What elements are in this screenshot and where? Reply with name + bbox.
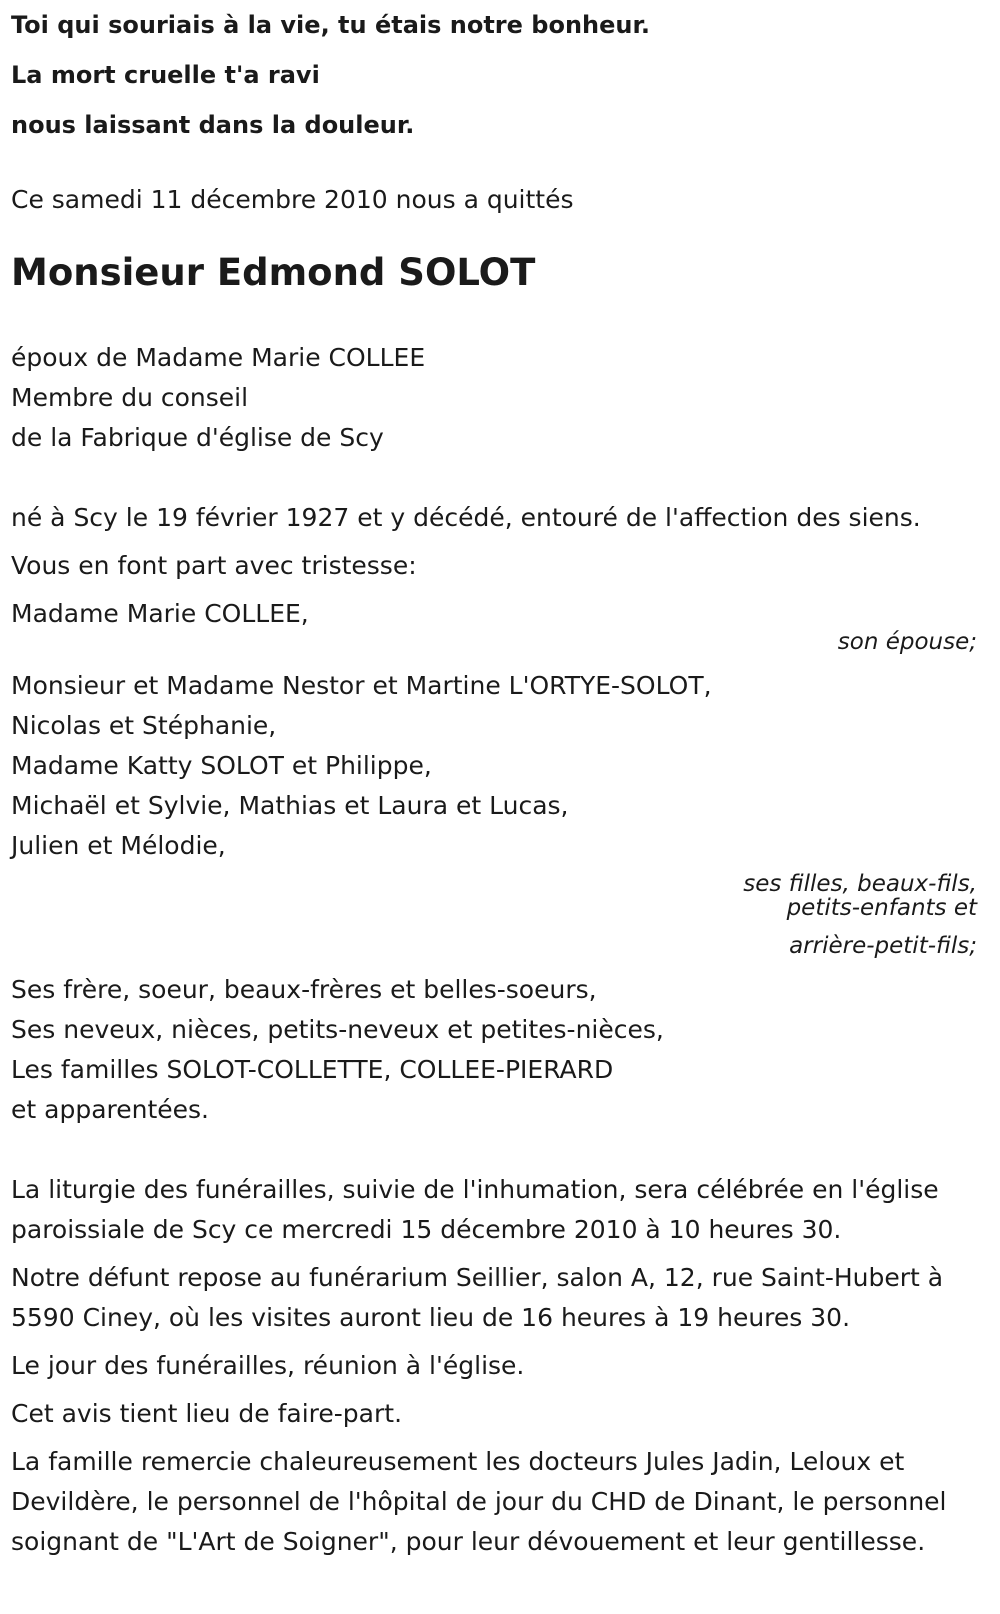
obituary-notice: [11, 0, 991, 1562]
title-line-1: époux de Madame Marie COLLEE: [11, 343, 426, 372]
meeting-paragraph: Le jour des funérailles, réunion à l'église.: [11, 1351, 525, 1380]
children-list: [11, 666, 991, 866]
children-relation: [11, 872, 991, 958]
children-relation-line-2: petits-enfants et: [786, 895, 977, 921]
poem-line-1: Toi qui souriais à la vie, tu étais notre bonheur.: [11, 11, 651, 39]
poem: [11, 0, 991, 150]
children-line-1: Monsieur et Madame Nestor et Martine L'ORTYE-SOLOT,: [11, 671, 712, 700]
notice-paragraph: Cet avis tient lieu de faire-part.: [11, 1399, 403, 1428]
relatives-line-4: et apparentées.: [11, 1095, 209, 1124]
repose-paragraph: Notre défunt repose au funérarium Seillier, salon A, 12, rue Saint-Hubert à 5590 Ciney, où les visites auront lieu de 16 heures à 19 heures 30.: [11, 1263, 944, 1332]
children-line-2: Nicolas et Stéphanie,: [11, 711, 277, 740]
poem-line-2: La mort cruelle t'a ravi: [11, 61, 320, 89]
children-relation-line-3: arrière-petit-fils;: [789, 933, 977, 959]
deceased-name: Monsieur Edmond SOLOT: [11, 251, 536, 294]
liturgy-paragraph: La liturgie des funérailles, suivie de l'inhumation, sera célébrée en l'église paroissiale de Scy ce mercredi 15 décembre 2010 à 10 heures 30.: [11, 1175, 939, 1244]
announce-line: Vous en font part avec tristesse:: [11, 551, 417, 580]
children-line-4: Michaël et Sylvie, Mathias et Laura et Lucas,: [11, 791, 569, 820]
relatives-line-1: Ses frère, soeur, beaux-frères et belles-soeurs,: [11, 975, 597, 1004]
other-relatives: [11, 970, 991, 1130]
title-line-2: Membre du conseil: [11, 383, 249, 412]
intro-line: Ce samedi 11 décembre 2010 nous a quittés: [11, 185, 574, 214]
spouse-relation: son épouse;: [837, 629, 977, 655]
relatives-line-2: Ses neveux, nièces, petits-neveux et petites-nièces,: [11, 1015, 664, 1044]
thanks-paragraph: La famille remercie chaleureusement les docteurs Jules Jadin, Leloux et Devildère, le personnel de l'hôpital de jour du CHD de Dinant, le personnel soignant de "L'Art de Soigner", pour leur dévouement et leur gentillesse.: [11, 1447, 947, 1556]
poem-line-3: nous laissant dans la douleur.: [11, 111, 415, 139]
children-relation-line-1: ses filles, beaux-fils,: [743, 871, 977, 897]
birth-line: né à Scy le 19 février 1927 et y décédé, entouré de l'affection des siens.: [11, 503, 921, 532]
spouse-name: Madame Marie COLLEE,: [11, 599, 309, 628]
children-line-5: Julien et Mélodie,: [11, 831, 226, 860]
titles-block: [11, 338, 991, 458]
relatives-line-3: Les familles SOLOT-COLLETTE, COLLEE-PIERARD: [11, 1055, 614, 1084]
title-line-3: de la Fabrique d'église de Scy: [11, 423, 384, 452]
children-line-3: Madame Katty SOLOT et Philippe,: [11, 751, 432, 780]
